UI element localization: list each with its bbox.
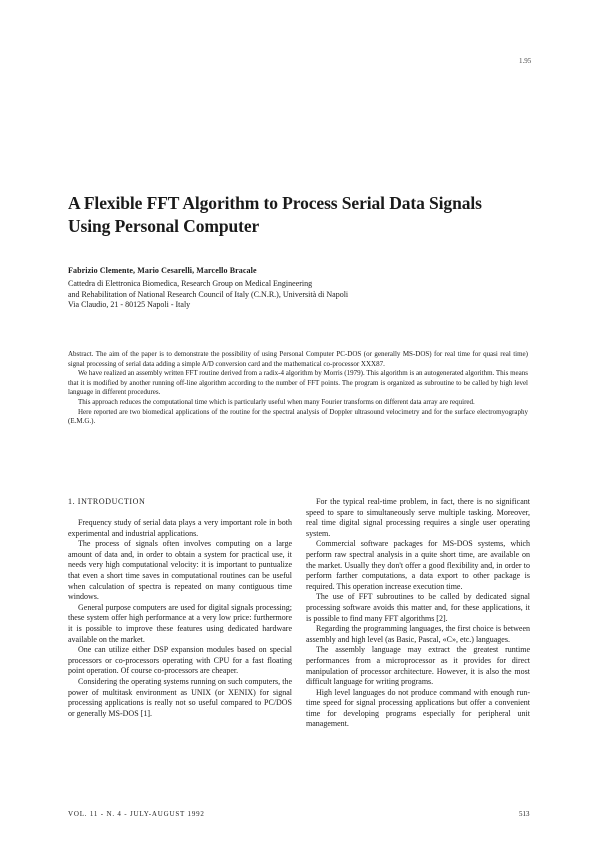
body-paragraph: High level languages do not produce command with enough run-time speed for signal processing applications but offer a convenient time for developing programs especially for peripheral unit management. — [306, 687, 530, 729]
abstract-paragraph: This approach reduces the computational time which is particularly useful when many Fourier transforms on different data array are required. — [78, 397, 475, 406]
body-paragraph: The use of FFT subroutines to be called by dedicated signal processing software avoids this matter and, for these applications, it is possible to find many FFT algorithms [2]. — [306, 592, 530, 623]
abstract-paragraph: We have realized an assembly written FFT routine derived from a radix-4 algorithm by Morris (1979). This algorithm is an autogenerated algorithm. This means that it is modified by another running off-line algorithm according to the number of FFT points. The program is organized as subroutine to be called by high level language in different procedures. — [68, 369, 528, 397]
body-paragraph: Commercial software packages for MS-DOS systems, which perform raw spectral analysis in a quite short time, are available on the market. Usually they don't offer a good flexibility and, in order to perform farther computations, a data export to other package is required. This operation increase execution time. — [306, 539, 530, 591]
body-paragraph: The assembly language may extract the greatest runtime performances from a microprocessor as it provides for direct manipulation of processor architecture. However, it is also the most difficult language for writing programs. — [306, 645, 530, 687]
body-paragraph: Frequency study of serial data plays a very important role in both experimental and industrial applications. — [68, 518, 292, 538]
footer-page-number: 513 — [519, 810, 530, 818]
body-paragraph: Regarding the programming languages, the first choice is between assembly and high level (as Basic, Pascal, «C», etc.) languages. — [306, 624, 530, 644]
paper-authors: Fabrizio Clemente, Mario Cesarelli, Marcello Bracale — [68, 266, 257, 275]
footer-journal-info: VOL. 11 - N. 4 - JULY-AUGUST 1992 — [68, 810, 205, 818]
body-paragraph: One can utilize either DSP expansion modules based on special processors or co-processors operating with CPU for a fast floating point operation. Of course co-processors are cheaper. — [68, 645, 292, 676]
paper-title: A Flexible FFT Algorithm to Process Serial Data Signals Using Personal Computer — [68, 193, 482, 236]
affiliation-line: Cattedra di Elettronica Biomedica, Research Group on Medical Engineering — [68, 279, 313, 288]
abstract-paragraph: Here reported are two biomedical applications of the routine for the spectral analysis of Doppler ultrasound velocimetry and for the surface electromyography (E.M.G.). — [68, 407, 528, 426]
body-paragraph: For the typical real-time problem, in fact, there is no significant speed to spare to simultaneously serve multiple tasking. Moreover, real time digital signal processing requires a single user operating system. — [306, 497, 530, 538]
body-paragraph: Considering the operating systems running on such computers, the power of multitask environment as UNIX (or XENIX) for signal processing applications is really not so useful compared to PC/DOS or generally MS-DOS [1]. — [68, 676, 292, 718]
abstract-paragraph: Abstract. The aim of the paper is to demonstrate the possibility of using Personal Computer PC-DOS (or generally MS-DOS) for real time for quasi real time) signal processing of serial data adding a simple A/D conversion card and the mathematical co-processor XXX87. — [68, 350, 528, 368]
affiliation-line: Via Claudio, 21 - 80125 Napoli - Italy — [68, 300, 191, 309]
section-heading: 1. INTRODUCTION — [68, 497, 146, 506]
header-page-number: 1.95 — [519, 57, 532, 65]
body-paragraph: General purpose computers are used for digital signals processing; these system offer high performance at a very low price: furthermore it is possible to improve these features using dedicated hardware available on the market. — [68, 602, 292, 644]
body-paragraph: The process of signals often involves computing on a large amount of data and, in order to obtain a system for practical use, it needs very high computational velocity: it is important to puntualize that even a short time saves in computational routines can be useful when calculation of spectra is repeated on many contiguous time windows. — [68, 539, 292, 602]
abstract — [68, 350, 528, 427]
body-left-column — [68, 518, 292, 719]
body-right-column — [306, 497, 530, 730]
paper-affiliation — [68, 279, 528, 311]
affiliation-line: and Rehabilitation of National Research Council of Italy (C.N.R.), Università di Napoli — [68, 289, 349, 299]
